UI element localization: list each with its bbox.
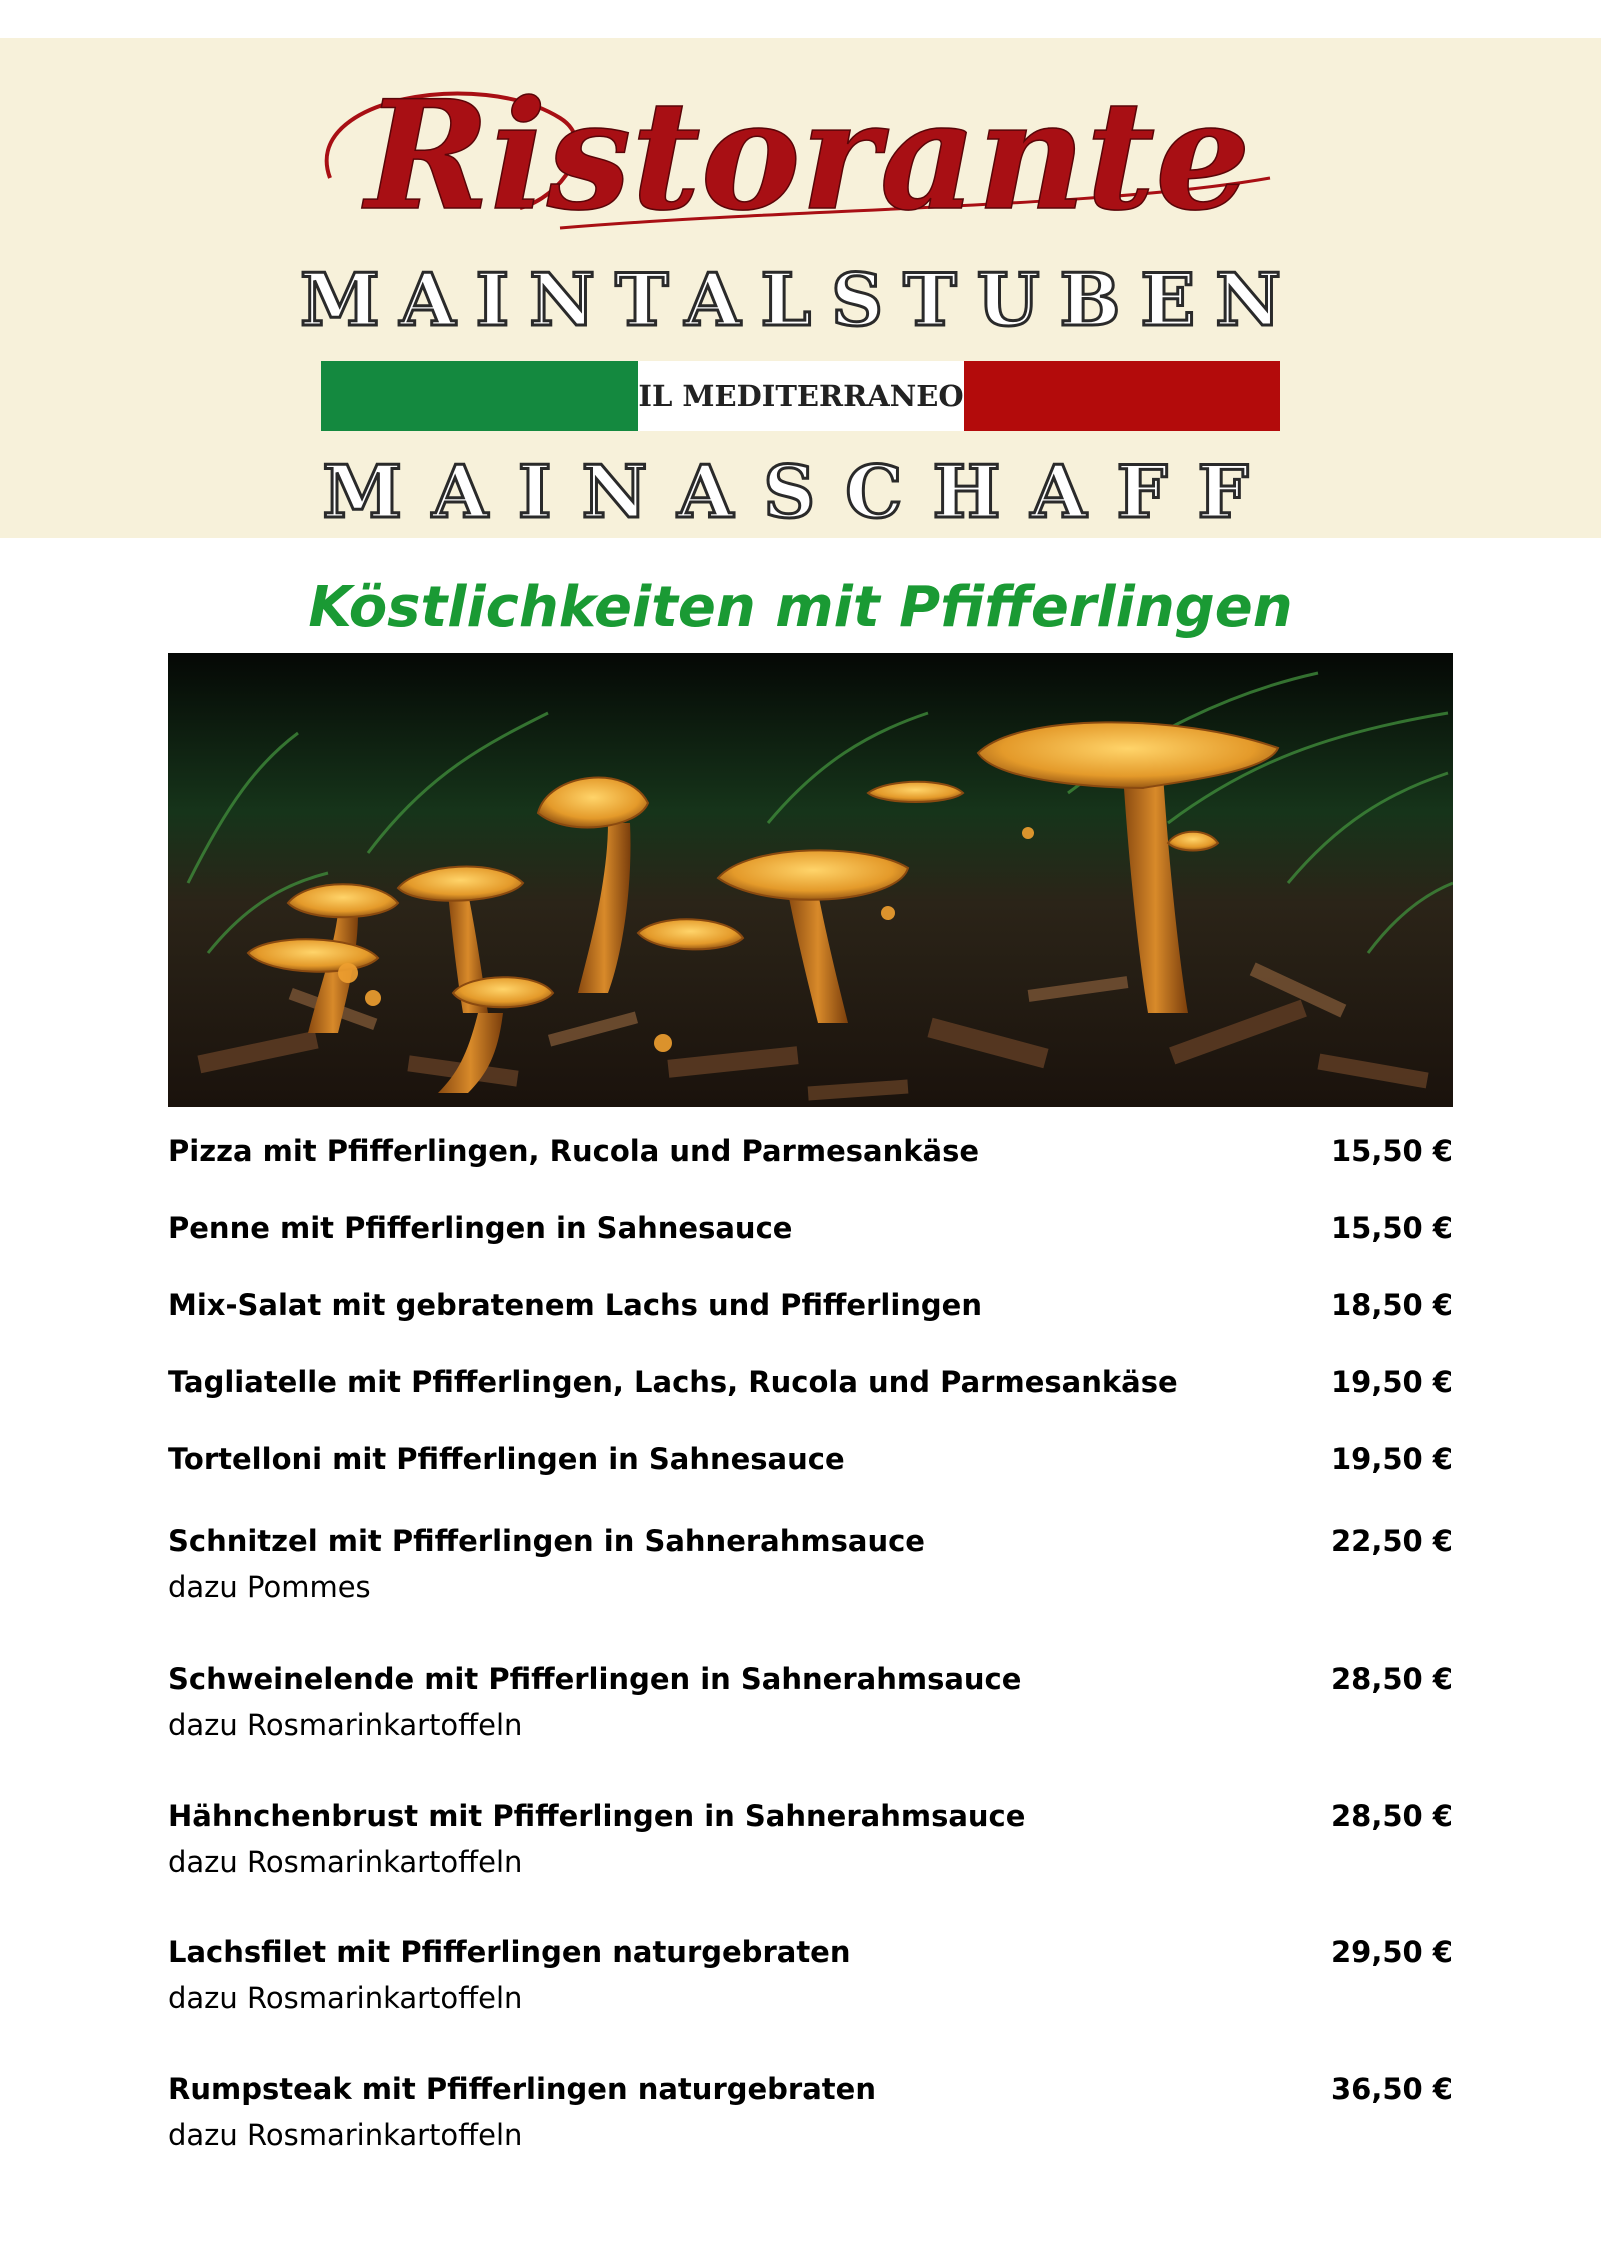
dish-price: 19,50 € — [1330, 1365, 1453, 1399]
dish-price: 18,50 € — [1330, 1288, 1453, 1322]
restaurant-header — [0, 38, 1601, 538]
dish-side: dazu Rosmarinkartoffeln — [168, 1845, 523, 1879]
dish-side: dazu Rosmarinkartoffeln — [168, 1708, 523, 1742]
chanterelle-mushrooms-photo — [168, 653, 1453, 1107]
dish-name: Tagliatelle mit Pfifferlingen, Lachs, Rucola und Parmesankäse — [168, 1365, 1178, 1399]
dish-name: Schnitzel mit Pfifferlingen in Sahnerahmsauce — [168, 1524, 925, 1558]
restaurant-location: MAINASCHAFF — [322, 449, 1279, 534]
restaurant-name: MAINTALSTUBEN — [299, 257, 1302, 342]
dish-price: 22,50 € — [1330, 1524, 1453, 1558]
dish-name: Rumpsteak mit Pfifferlingen naturgebraten — [168, 2072, 876, 2106]
dish-side: dazu Rosmarinkartoffeln — [168, 2118, 523, 2152]
dish-name: Mix-Salat mit gebratenem Lachs und Pfifferlingen — [168, 1288, 982, 1322]
dish-price: 19,50 € — [1330, 1442, 1453, 1476]
dish-price: 29,50 € — [1330, 1935, 1453, 1969]
dish-name: Penne mit Pfifferlingen in Sahnesauce — [168, 1211, 793, 1245]
dish-name: Tortelloni mit Pfifferlingen in Sahnesauce — [168, 1442, 845, 1476]
dish-name: Hähnchenbrust mit Pfifferlingen in Sahnerahmsauce — [168, 1799, 1026, 1833]
flag-red-band — [964, 361, 1280, 431]
dish-price: 15,50 € — [1330, 1134, 1453, 1168]
dish-name: Lachsfilet mit Pfifferlingen naturgebraten — [168, 1935, 851, 1969]
flag-green-band — [321, 361, 638, 431]
ristorante-logo — [0, 58, 1601, 248]
logo-word: Ristorante — [365, 68, 1251, 244]
dish-price: 28,50 € — [1330, 1662, 1453, 1696]
dish-price: 28,50 € — [1330, 1799, 1453, 1833]
flag-label: IL MEDITERRANEO — [638, 361, 964, 431]
dish-price: 15,50 € — [1330, 1211, 1453, 1245]
dish-name: Pizza mit Pfifferlingen, Rucola und Parmesankäse — [168, 1134, 979, 1168]
menu-heading: Köstlichkeiten mit Pfifferlingen — [308, 575, 1293, 640]
dish-side: dazu Pommes — [168, 1570, 371, 1604]
dish-price: 36,50 € — [1330, 2072, 1453, 2106]
dish-side: dazu Rosmarinkartoffeln — [168, 1981, 523, 2015]
dish-name: Schweinelende mit Pfifferlingen in Sahnerahmsauce — [168, 1662, 1022, 1696]
